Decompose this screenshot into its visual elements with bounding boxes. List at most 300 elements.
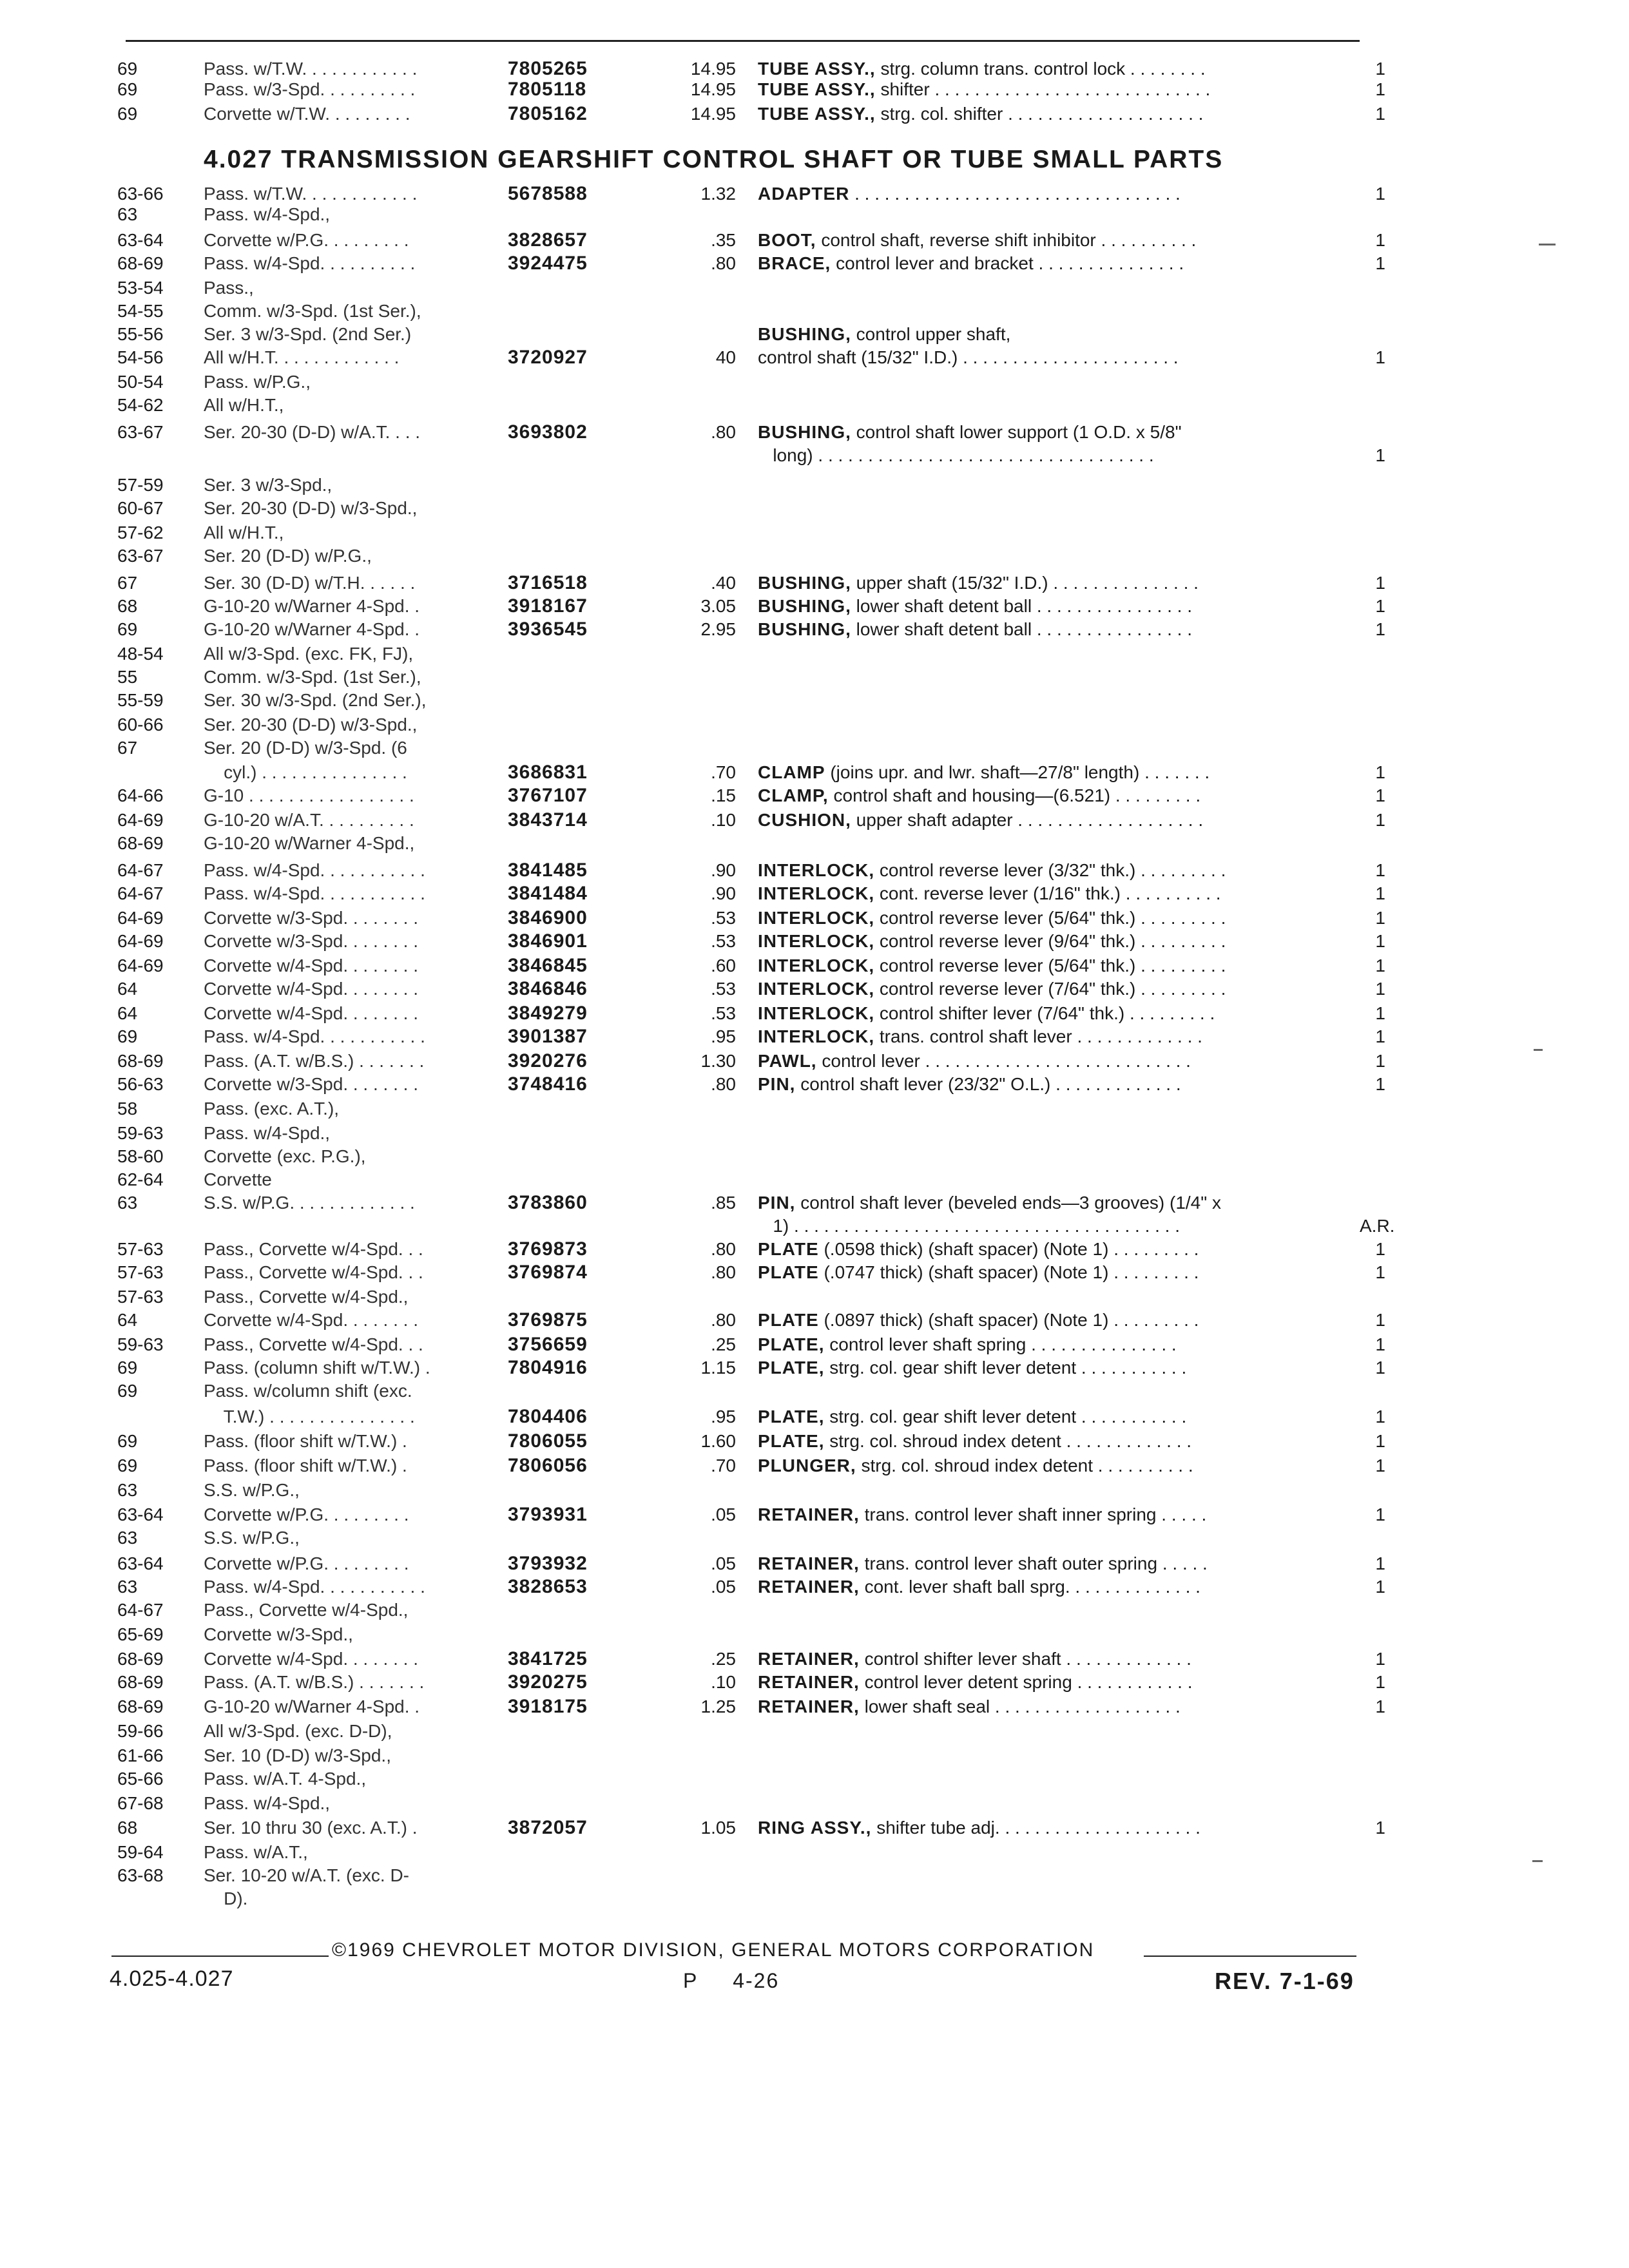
parts-row xyxy=(0,1527,1629,1549)
quantity-cell: 1 xyxy=(1375,931,1385,951)
part-description: strg. col. shroud index detent . . . . . . . . . . xyxy=(856,1456,1193,1475)
application-cell: Corvette w/4-Spd. . . . . . . . xyxy=(204,956,419,975)
year-cell: 68-69 xyxy=(117,1649,164,1669)
part-number-cell: 5678588 xyxy=(508,183,588,204)
year-cell: 64-69 xyxy=(117,956,164,975)
part-number-cell: 3769875 xyxy=(508,1309,588,1331)
description-cell xyxy=(758,883,1221,905)
description-cell xyxy=(758,79,1210,101)
application-cell: All w/H.T., xyxy=(204,395,284,415)
part-description: strg. col. gear shift lever detent . . . . . . . . . . . xyxy=(824,1407,1187,1427)
application-cell: T.W.) . . . . . . . . . . . . . . . xyxy=(204,1407,415,1427)
year-cell: 67 xyxy=(117,738,138,758)
quantity-cell: 1 xyxy=(1375,1358,1385,1378)
quantity-cell: 1 xyxy=(1375,1649,1385,1669)
part-name: PLATE, xyxy=(758,1358,825,1378)
price-cell: .90 xyxy=(711,883,736,903)
parts-row xyxy=(0,300,1629,322)
part-number-cell: 7805162 xyxy=(508,103,588,124)
price-cell: .80 xyxy=(711,1310,736,1330)
description-cell xyxy=(758,1576,1200,1598)
part-number-cell: 7804916 xyxy=(508,1357,588,1378)
part-number-cell: 3846846 xyxy=(508,978,588,999)
price-cell: .53 xyxy=(711,1003,736,1023)
parts-row xyxy=(0,955,1629,977)
description-cell xyxy=(758,785,1200,807)
year-cell: 64-66 xyxy=(117,785,164,805)
part-name: PAWL, xyxy=(758,1051,817,1071)
price-cell: 1.60 xyxy=(700,1431,736,1451)
part-description: strg. col. gear shift lever detent . . . . . . . . . . . xyxy=(824,1358,1187,1378)
application-cell: All w/3-Spd. (exc. D-D), xyxy=(204,1721,392,1741)
year-cell: 65-66 xyxy=(117,1769,164,1789)
price-cell: .85 xyxy=(711,1193,736,1213)
part-description: (.0897 thick) (shaft spacer) (Note 1) . . . . . . . . . xyxy=(818,1310,1199,1330)
parts-row xyxy=(0,1286,1629,1308)
quantity-cell: 1 xyxy=(1375,1672,1385,1692)
part-name: PIN, xyxy=(758,1193,796,1213)
part-number-cell: 3828657 xyxy=(508,229,588,251)
part-description: control lever shaft spring . . . . . . . . . . . . . . . xyxy=(824,1334,1177,1354)
part-description: lower shaft seal . . . . . . . . . . . . . . . . . . . xyxy=(859,1696,1181,1716)
year-cell: 69 xyxy=(117,104,138,124)
parts-row xyxy=(0,545,1629,567)
year-cell: 54-55 xyxy=(117,301,164,321)
application-cell: Pass., Corvette w/4-Spd. . . xyxy=(204,1262,423,1282)
application-cell: G-10-20 w/A.T. . . . . . . . . . xyxy=(204,810,414,830)
parts-row xyxy=(0,1768,1629,1790)
year-cell: 63 xyxy=(117,1577,138,1597)
part-number-cell: 7806056 xyxy=(508,1455,588,1476)
description-cell xyxy=(758,762,1210,783)
year-cell: 55-56 xyxy=(117,324,164,344)
application-cell: Ser. 10 (D-D) w/3-Spd., xyxy=(204,1745,391,1765)
part-number-cell: 3793931 xyxy=(508,1504,588,1525)
year-cell: 69 xyxy=(117,59,138,79)
parts-row xyxy=(0,1430,1629,1452)
quantity-cell: 1 xyxy=(1375,1504,1385,1524)
application-cell: Corvette w/3-Spd. . . . . . . . xyxy=(204,1074,419,1094)
year-cell: 69 xyxy=(117,1026,138,1046)
part-description: upper shaft adapter . . . . . . . . . . . . . . . . . . . xyxy=(851,810,1204,830)
parts-row xyxy=(0,1380,1629,1402)
price-cell: .80 xyxy=(711,1239,736,1259)
price-cell: .15 xyxy=(711,785,736,805)
parts-row xyxy=(0,1309,1629,1331)
description-cell xyxy=(758,323,1010,345)
parts-row xyxy=(0,1817,1629,1839)
quantity-cell: 1 xyxy=(1375,1577,1385,1597)
year-cell: 63-67 xyxy=(117,422,164,442)
application-cell: Corvette w/P.G. . . . . . . . . xyxy=(204,230,409,250)
part-name: BUSHING, xyxy=(758,324,851,344)
part-number-cell: 3756659 xyxy=(508,1334,588,1355)
quantity-cell: 1 xyxy=(1375,1696,1385,1716)
parts-row xyxy=(0,1671,1629,1693)
year-cell: 60-66 xyxy=(117,715,164,735)
part-number-cell: 3901387 xyxy=(508,1026,588,1047)
application-cell: Pass. w/3-Spd. . . . . . . . . . xyxy=(204,79,416,99)
part-number-cell: 3936545 xyxy=(508,619,588,640)
year-cell: 64-69 xyxy=(117,908,164,928)
parts-row xyxy=(0,371,1629,393)
price-cell: 1.15 xyxy=(700,1358,736,1378)
part-number-cell: 3783860 xyxy=(508,1192,588,1213)
quantity-cell: 1 xyxy=(1375,762,1385,782)
description-cell xyxy=(758,930,1226,952)
application-cell: Corvette w/4-Spd. . . . . . . . xyxy=(204,1649,419,1669)
parts-row xyxy=(0,1479,1629,1501)
parts-row xyxy=(0,1865,1629,1887)
parts-row xyxy=(0,1026,1629,1048)
application-cell: Pass. w/4-Spd., xyxy=(204,1123,331,1143)
part-number-cell: 3843714 xyxy=(508,809,588,831)
part-number-cell: 3686831 xyxy=(508,762,588,783)
part-name: CLAMP xyxy=(758,762,825,782)
description-cell xyxy=(758,955,1226,977)
year-cell: 68-69 xyxy=(117,833,164,853)
application-cell: Pass., Corvette w/4-Spd., xyxy=(204,1287,409,1307)
part-name: PLATE, xyxy=(758,1431,825,1451)
year-cell: 68-69 xyxy=(117,1051,164,1071)
part-number-cell: 3872057 xyxy=(508,1817,588,1838)
application-cell: Pass. w/P.G., xyxy=(204,372,311,392)
application-cell: Pass., xyxy=(204,278,254,298)
margin-mark xyxy=(1539,244,1556,245)
part-number-cell: 7804406 xyxy=(508,1406,588,1427)
application-cell: Comm. w/3-Spd. (1st Ser.), xyxy=(204,301,421,321)
parts-row xyxy=(0,1050,1629,1072)
part-description: (.0747 thick) (shaft spacer) (Note 1) . . . . . . . . . xyxy=(818,1262,1199,1282)
description-cell xyxy=(758,1026,1202,1048)
year-cell: 63-64 xyxy=(117,1504,164,1524)
price-cell: 1.25 xyxy=(700,1696,736,1716)
parts-row xyxy=(0,1169,1629,1191)
quantity-cell: 1 xyxy=(1375,253,1385,273)
description-cell xyxy=(758,1357,1186,1379)
parts-row xyxy=(0,1576,1629,1598)
part-description: trans. control shaft lever . . . . . . . . . . . . . xyxy=(874,1026,1202,1046)
description-cell xyxy=(758,1406,1186,1428)
part-description: control reverse lever (9/64" thk.) . . . . . . . . . xyxy=(874,931,1226,951)
part-number-cell: 3841484 xyxy=(508,883,588,904)
description-cell xyxy=(758,809,1203,831)
price-cell: 40 xyxy=(715,347,736,367)
application-cell: Ser. 3 w/3-Spd. (2nd Ser.) xyxy=(204,324,412,344)
part-description: cont. reverse lever (1/16" thk.) . . . . . . . . . . xyxy=(874,883,1221,903)
application-cell: G-10-20 w/Warner 4-Spd. . xyxy=(204,1696,420,1716)
year-cell: 61-66 xyxy=(117,1745,164,1765)
quantity-cell: 1 xyxy=(1375,1456,1385,1475)
parts-row xyxy=(0,103,1629,125)
part-description: control shaft and housing—(6.521) . . . . . . . . . xyxy=(828,785,1201,805)
price-cell: .40 xyxy=(711,573,736,593)
top-rule xyxy=(126,40,1360,42)
price-cell: 3.05 xyxy=(700,596,736,616)
part-description: lower shaft detent ball . . . . . . . . . . . . . . . . xyxy=(851,619,1193,639)
description-cell xyxy=(758,595,1192,617)
year-cell: 57-63 xyxy=(117,1287,164,1307)
application-cell: S.S. w/P.G., xyxy=(204,1480,300,1500)
year-cell: 60-67 xyxy=(117,498,164,518)
parts-row xyxy=(0,785,1629,807)
description-cell xyxy=(758,978,1226,1000)
year-cell: 68-69 xyxy=(117,253,164,273)
application-cell: Pass. w/A.T. 4-Spd., xyxy=(204,1769,367,1789)
part-description: control reverse lever (5/64" thk.) . . . . . . . . . xyxy=(874,956,1226,975)
quantity-cell: 1 xyxy=(1375,883,1385,903)
part-name: RETAINER, xyxy=(758,1672,860,1692)
part-number-cell: 3846845 xyxy=(508,955,588,976)
parts-row xyxy=(0,1262,1629,1283)
application-cell: Ser. 30 (D-D) w/T.H. . . . . . xyxy=(204,573,416,593)
description-cell xyxy=(758,572,1199,594)
part-description: control reverse lever (3/32" thk.) . . . . . . . . . xyxy=(874,860,1226,880)
part-description: control upper shaft, xyxy=(851,324,1011,344)
price-cell: 14.95 xyxy=(690,59,736,79)
parts-row xyxy=(0,323,1629,345)
year-cell: 58-60 xyxy=(117,1146,164,1166)
application-cell: Ser. 20-30 (D-D) w/3-Spd., xyxy=(204,715,418,735)
part-name: BUSHING, xyxy=(758,422,851,442)
quantity-cell: 1 xyxy=(1375,1407,1385,1427)
year-cell: 55 xyxy=(117,667,138,687)
part-description: control lever and bracket . . . . . . . . . . . . . . . xyxy=(831,253,1184,273)
parts-row xyxy=(0,666,1629,688)
price-cell: .53 xyxy=(711,931,736,951)
year-cell: 67 xyxy=(117,573,138,593)
parts-row xyxy=(0,1792,1629,1814)
description-cell xyxy=(758,1817,1200,1839)
quantity-cell: 1 xyxy=(1375,956,1385,975)
price-cell: .90 xyxy=(711,860,736,880)
part-description: shifter . . . . . . . . . . . . . . . . . . . . . . . . . . . . xyxy=(875,79,1211,99)
application-cell: Pass. w/4-Spd. . . . . . . . . . . xyxy=(204,860,425,880)
parts-row xyxy=(0,1146,1629,1168)
footer-page-number: P 4-26 xyxy=(683,1969,780,1992)
part-description: strg. col. shifter . . . . . . . . . . . . . . . . . . . . xyxy=(875,104,1204,124)
price-cell: .80 xyxy=(711,1262,736,1282)
part-name: CLAMP, xyxy=(758,785,829,805)
year-cell: 68 xyxy=(117,1818,138,1838)
quantity-cell: 1 xyxy=(1375,908,1385,928)
price-cell: .80 xyxy=(711,253,736,273)
price-cell: .70 xyxy=(711,1456,736,1475)
year-cell: 64-67 xyxy=(117,860,164,880)
application-cell: Ser. 30 w/3-Spd. (2nd Ser.), xyxy=(204,690,427,710)
year-cell: 64-67 xyxy=(117,883,164,903)
application-cell: Corvette w/3-Spd. . . . . . . . xyxy=(204,931,419,951)
part-name: RETAINER, xyxy=(758,1649,860,1669)
parts-row xyxy=(0,907,1629,929)
year-cell: 69 xyxy=(117,1381,138,1401)
description-cell xyxy=(758,183,1181,205)
application-cell: Pass. w/T.W. . . . . . . . . . . . xyxy=(204,59,418,79)
parts-row xyxy=(0,595,1629,617)
application-cell: D). xyxy=(204,1888,248,1908)
part-number-cell: 3920275 xyxy=(508,1671,588,1693)
application-cell: Pass. w/4-Spd., xyxy=(204,204,331,224)
parts-row xyxy=(0,1888,1629,1910)
quantity-cell: 1 xyxy=(1375,1431,1385,1451)
parts-row xyxy=(0,1122,1629,1144)
description-cell xyxy=(758,1334,1177,1356)
year-cell: 63-64 xyxy=(117,230,164,250)
parts-row xyxy=(0,79,1629,101)
part-name: PIN, xyxy=(758,1074,796,1094)
part-number-cell: 7806055 xyxy=(508,1430,588,1452)
margin-mark xyxy=(1532,1860,1543,1862)
parts-row xyxy=(0,204,1629,226)
description-cell xyxy=(758,1050,1191,1072)
parts-row xyxy=(0,1406,1629,1428)
quantity-cell: 1 xyxy=(1375,860,1385,880)
part-name: RING ASSY., xyxy=(758,1818,872,1838)
price-cell: .25 xyxy=(711,1649,736,1669)
year-cell: 57-59 xyxy=(117,475,164,495)
part-number-cell: 3748416 xyxy=(508,1073,588,1095)
price-cell: .53 xyxy=(711,979,736,999)
footer-section-range: 4.025-4.027 xyxy=(110,1966,234,1991)
application-cell: All w/H.T., xyxy=(204,523,284,543)
parts-row xyxy=(0,1696,1629,1718)
application-cell: All w/H.T. . . . . . . . . . . . . xyxy=(204,347,400,367)
description-cell xyxy=(758,1671,1193,1693)
parts-row xyxy=(0,474,1629,496)
part-number-cell: 3767107 xyxy=(508,785,588,806)
part-name: RETAINER, xyxy=(758,1577,860,1597)
price-cell: .10 xyxy=(711,810,736,830)
parts-row xyxy=(0,1841,1629,1863)
part-name: INTERLOCK, xyxy=(758,931,875,951)
part-description: trans. control lever shaft inner spring . . . . . xyxy=(859,1504,1207,1524)
part-description: control reverse lever (5/64" thk.) . . . . . . . . . xyxy=(874,908,1226,928)
parts-row xyxy=(0,522,1629,544)
quantity-cell: 1 xyxy=(1375,347,1385,367)
description-cell xyxy=(758,1192,1221,1214)
application-cell: Comm. w/3-Spd. (1st Ser.), xyxy=(204,667,421,687)
part-description: control reverse lever (7/64" thk.) . . . . . . . . . xyxy=(874,979,1226,999)
parts-row xyxy=(0,394,1629,416)
quantity-cell: 1 xyxy=(1375,230,1385,250)
parts-row xyxy=(0,1192,1629,1214)
part-number-cell: 3920276 xyxy=(508,1050,588,1072)
description-cell xyxy=(758,421,1182,443)
part-name: PLATE xyxy=(758,1262,819,1282)
year-cell: 67-68 xyxy=(117,1793,164,1813)
application-cell: Corvette w/3-Spd. . . . . . . . xyxy=(204,908,419,928)
part-description: control shaft lever (beveled ends—3 grooves) (1/4" x xyxy=(795,1193,1221,1213)
part-number-cell: 3846901 xyxy=(508,930,588,952)
part-description: control lever detent spring . . . . . . . . . . . . xyxy=(859,1672,1193,1692)
part-name: BUSHING, xyxy=(758,596,851,616)
application-cell: Pass. w/T.W. . . . . . . . . . . . xyxy=(204,184,418,204)
part-number-cell: 3693802 xyxy=(508,421,588,443)
part-name: PLATE, xyxy=(758,1407,825,1427)
part-name: INTERLOCK, xyxy=(758,1003,875,1023)
description-cell xyxy=(758,253,1184,274)
parts-row xyxy=(0,714,1629,736)
parts-row xyxy=(0,930,1629,952)
year-cell: 64 xyxy=(117,1310,138,1330)
quantity-cell: 1 xyxy=(1375,1818,1385,1838)
part-description: control shifter lever shaft . . . . . . . . . . . . . xyxy=(859,1649,1191,1669)
quantity-cell: 1 xyxy=(1375,1051,1385,1071)
application-cell: Pass. w/4-Spd. . . . . . . . . . . xyxy=(204,1026,425,1046)
parts-row xyxy=(0,762,1629,783)
part-name: BRACE, xyxy=(758,253,831,273)
part-number-cell: 3716518 xyxy=(508,572,588,593)
parts-row xyxy=(0,1599,1629,1621)
year-cell: 63-64 xyxy=(117,1553,164,1573)
parts-row xyxy=(0,978,1629,1000)
part-description: . . . . . . . . . . . . . . . . . . . . . . . . . . . . . . . . . xyxy=(849,184,1181,204)
application-cell: Pass. (floor shift w/T.W.) . xyxy=(204,1456,407,1475)
parts-row xyxy=(0,832,1629,854)
quantity-cell: 1 xyxy=(1375,810,1385,830)
part-name: INTERLOCK, xyxy=(758,883,875,903)
parts-row xyxy=(0,1215,1629,1237)
part-description: control shaft lower support (1 O.D. x 5/8" xyxy=(851,422,1182,442)
year-cell: 50-54 xyxy=(117,372,164,392)
year-cell: 48-54 xyxy=(117,644,164,664)
application-cell: Pass. w/4-Spd. . . . . . . . . . . xyxy=(204,883,425,903)
year-cell: 59-64 xyxy=(117,1842,164,1862)
quantity-cell: 1 xyxy=(1375,445,1385,465)
quantity-cell: 1 xyxy=(1375,59,1385,79)
quantity-cell: 1 xyxy=(1375,1262,1385,1282)
part-name: BOOT, xyxy=(758,230,816,250)
year-cell: 57-63 xyxy=(117,1262,164,1282)
year-cell: 68-69 xyxy=(117,1672,164,1692)
application-cell: G-10-20 w/Warner 4-Spd. . xyxy=(204,596,420,616)
price-cell: 1.32 xyxy=(700,184,736,204)
part-description: strg. col. shroud index detent . . . . . . . . . . . . . xyxy=(824,1431,1192,1451)
part-number-cell: 3849279 xyxy=(508,1003,588,1024)
application-cell: Ser. 10-20 w/A.T. (exc. D- xyxy=(204,1865,409,1885)
quantity-cell: 1 xyxy=(1375,1239,1385,1259)
parts-row xyxy=(0,1238,1629,1260)
part-description: long) . . . . . . . . . . . . . . . . . . . . . . . . . . . . . . . . . . xyxy=(758,445,1154,465)
year-cell: 53-54 xyxy=(117,278,164,298)
year-cell: 64-67 xyxy=(117,1600,164,1620)
year-cell: 63-68 xyxy=(117,1865,164,1885)
part-number-cell: 3846900 xyxy=(508,907,588,928)
parts-row xyxy=(0,1098,1629,1120)
description-cell xyxy=(758,619,1192,640)
application-cell: Ser. 20 (D-D) w/3-Spd. (6 xyxy=(204,738,407,758)
quantity-cell: 1 xyxy=(1375,1074,1385,1094)
year-cell: 56-63 xyxy=(117,1074,164,1094)
description-cell xyxy=(758,1238,1199,1260)
year-cell: 63 xyxy=(117,1193,138,1213)
year-cell: 63 xyxy=(117,1528,138,1548)
application-cell: S.S. w/P.G., xyxy=(204,1528,300,1548)
price-cell: 14.95 xyxy=(690,104,736,124)
application-cell: Pass. (A.T. w/B.S.) . . . . . . . xyxy=(204,1051,425,1071)
parts-row xyxy=(0,689,1629,711)
year-cell: 69 xyxy=(117,619,138,639)
application-cell: Corvette w/P.G. . . . . . . . . xyxy=(204,1504,409,1524)
price-cell: 1.30 xyxy=(700,1051,736,1071)
application-cell: G-10-20 w/Warner 4-Spd. . xyxy=(204,619,420,639)
application-cell: Pass. (A.T. w/B.S.) . . . . . . . xyxy=(204,1672,425,1692)
part-name: INTERLOCK, xyxy=(758,860,875,880)
year-cell: 57-63 xyxy=(117,1239,164,1259)
quantity-cell: A.R. xyxy=(1360,1216,1395,1236)
part-name: PLATE, xyxy=(758,1334,825,1354)
part-name: BUSHING, xyxy=(758,573,851,593)
